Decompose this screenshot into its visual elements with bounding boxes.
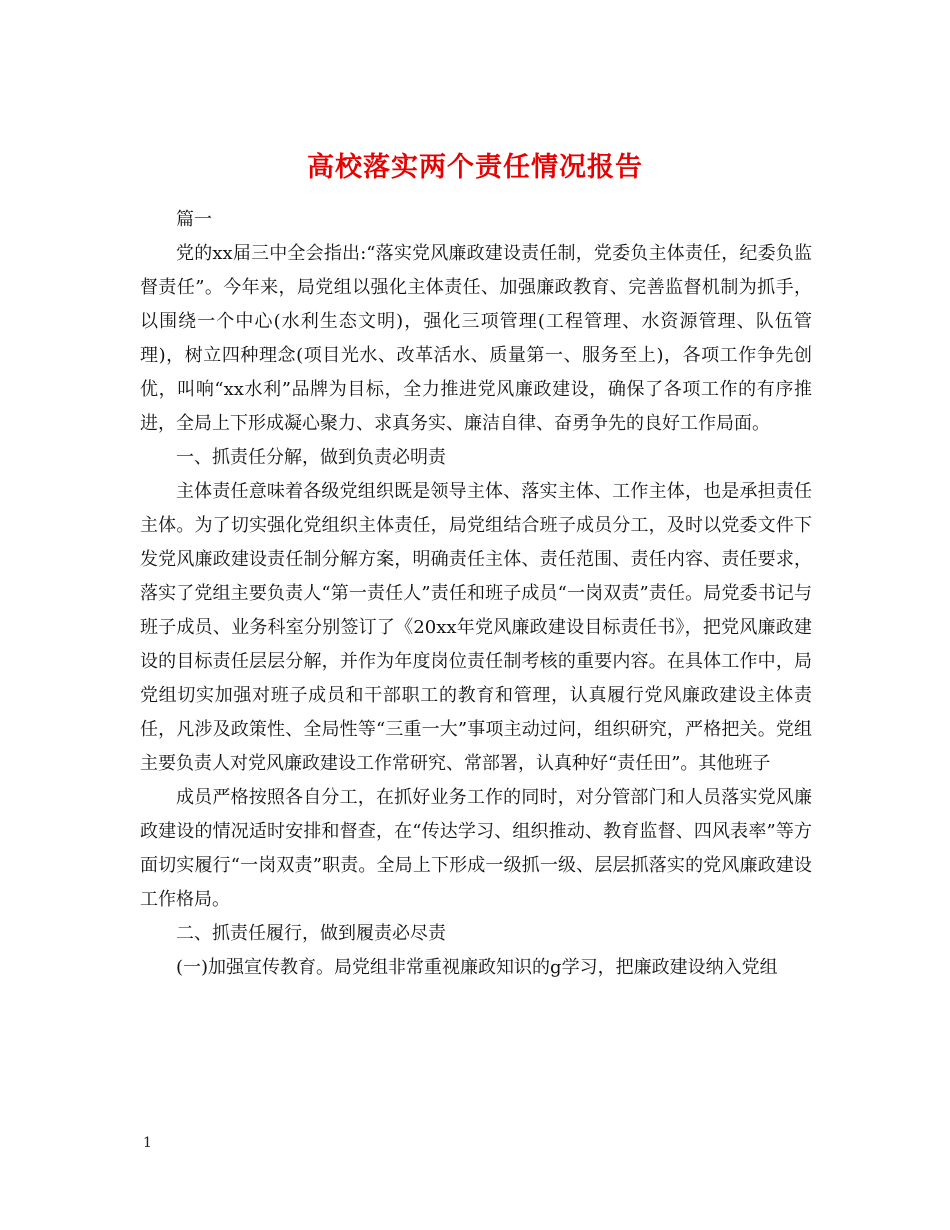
- section-heading: 一、抓责任分解，做到负责必明责: [176, 447, 446, 468]
- document-body: [140, 203, 812, 985]
- section-heading: 二、抓责任履行，做到履责必尽责: [176, 923, 446, 944]
- paragraph: 主体责任意味着各级党组织既是领导主体、落实主体、工作主体，也是承担责任主体。为了切实强化党组织主体责任，局党组结合班子成员分工，及时以党委文件下发党风廉政建设责任制分解方案，明确责任主体、责任范围、责任内容、责任要求，落实了党组主要负责人“第一责任人”责任和班子成员“一岗双责”责任。局党委书记与班子成员、业务科室分别签订了《20xx年党风廉政建设目标责任书》，把党风廉政建设的目标责任层层分解，并作为年度岗位责任制考核的重要内容。在具体工作中，局党组切实加强对班子成员和干部职工的教育和管理，认真履行党风廉政建设主体责任，凡涉及政策性、全局性等“三重一大”事项主动过问，组织研究，严格把关。党组主要负责人对党风廉政建设工作常研究、常部署，认真种好“责任田”。其他班子: [140, 481, 812, 774]
- paragraph: (一)加强宣传教育。局党组非常重视廉政知识的g学习，把廉政建设纳入党组: [176, 957, 778, 978]
- document-title: 高校落实两个责任情况报告: [307, 152, 643, 184]
- section-label: 篇一: [176, 209, 212, 230]
- page-number: 1: [143, 1135, 152, 1151]
- paragraph: 成员严格按照各自分工，在抓好业务工作的同时，对分管部门和人员落实党风廉政建设的情况适时安排和督查，在“传达学习、组织推动、教育监督、四风表率”等方面切实履行“一岗双责”职责。全局上下形成一级抓一级、层层抓落实的党风廉政建设工作格局。: [140, 787, 812, 910]
- paragraph: 党的xx届三中全会指出:“落实党风廉政建设责任制，党委负主体责任，纪委负监督责任”。今年来，局党组以强化主体责任、加强廉政教育、完善监督机制为抓手，以围绕一个中心(水利生态文明)，强化三项管理(工程管理、水资源管理、队伍管理)，树立四种理念(项目光水、改革活水、质量第一、服务至上)，各项工作争先创优，叫响“xx水利”品牌为目标，全力推进党风廉政建设，确保了各项工作的有序推进，全局上下形成凝心聚力、求真务实、廉洁自律、奋勇争先的良好工作局面。: [140, 243, 812, 434]
